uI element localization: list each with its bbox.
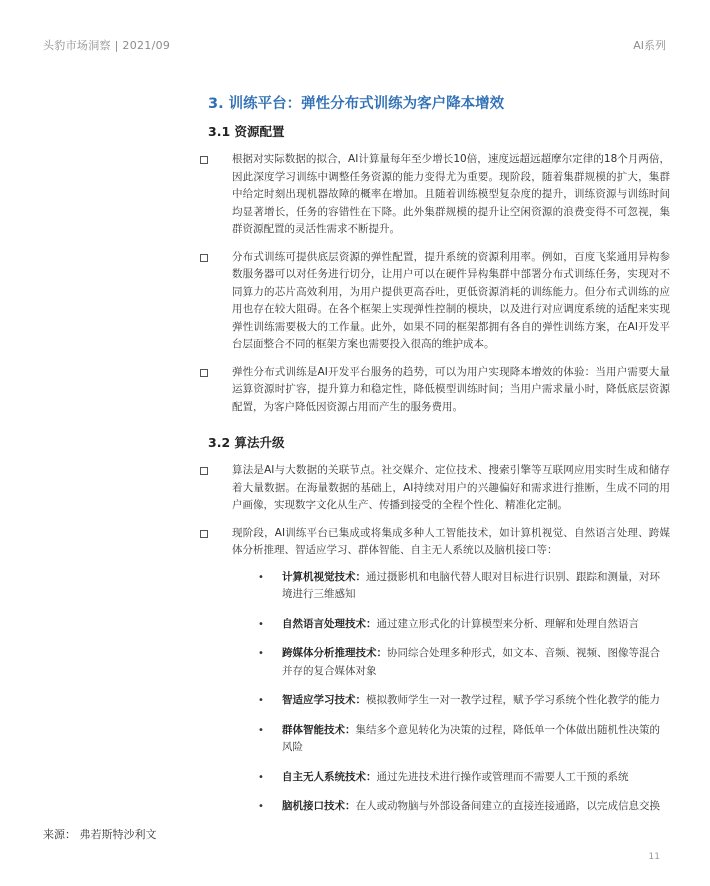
bullet-desc: 模拟教师学生一对一教学过程，赋予学习系统个性化教学的能力 xyxy=(366,694,660,706)
list-item xyxy=(258,769,670,787)
checkbox-square-icon xyxy=(200,525,224,560)
bullet-icon: • xyxy=(258,618,264,630)
paragraph-item xyxy=(208,249,670,354)
checkbox-square-icon xyxy=(200,249,224,354)
bullet-desc: 通过摄影机和电脑代替人眼对目标进行识别、跟踪和测量，对环境进行三维感知 xyxy=(282,570,660,600)
paragraph-text: 现阶段，AI训练平台已集成或将集成多种人工智能技术，如计算机视觉、自然语言处理、跨媒体分析推理、智适应学习、群体智能、自主无人系统以及脑机接口等： xyxy=(232,526,670,556)
bullet-desc: 在人或动物脑与外部设备间建立的直接连接通路，以完成信息交换 xyxy=(355,800,660,812)
bullet-desc: 集结多个意见转化为决策的过程，降低单一个体做出随机性决策的风险 xyxy=(282,723,660,753)
list-item xyxy=(258,692,670,710)
bullet-desc: 通过先进技术进行操作或管理而不需要人工干预的系统 xyxy=(376,770,629,783)
paragraph-text: 分布式训练可提供底层资源的弹性配置，提升系统的资源利用率。例如，百度飞桨通用异构参数服务器可以对任务进行切分，让用户可以在硬件异构集群中部署分布式训练任务，实现对不同算力的芯片高效利用，为用户提供更高吞吐，更低资源消耗的训练能力。但分布式训练的应用也存在较大阻碍。在各个框架上实现弹性控制的模块，以及进行对应调度系统的适配来实现弹性训练需要极大的工作量。此外，如果不同的框架都拥有各自的弹性训练方案，在AI开发平台层面整合不同的框架方案也需要投入很高的维护成本。 xyxy=(232,250,670,350)
bullet-icon: • xyxy=(258,648,264,659)
checkbox-square-icon xyxy=(200,364,224,417)
header-series: AI系列 xyxy=(633,39,666,52)
paragraph-text: 根据对实际数据的拟合，AI计算量每年至少增长10倍，速度远超远超摩尔定律的18个月两倍，因此深度学习训练中调整任务资源的能力变得尤为重要。现阶段，随着集群规模的扩大，集群中给定时刻出现机器故障的概率在增加。且随着训练模型复杂度的提升，训练资源与训练时间均显著增长，任务的容错性在下降。此外集群规模的提升让空闲资源的浪费变得不可忽视，集群资源配置的灵活性需求不断提升。 xyxy=(232,153,670,235)
bullet-term: 脑机接口技术： xyxy=(282,800,356,812)
subsection-title-algorithm: 3.2 算法升级 xyxy=(208,435,285,450)
main-content xyxy=(208,94,670,816)
paragraph-item xyxy=(208,525,670,560)
header-title: 头豹市场洞察 | 2021/09 xyxy=(43,39,171,52)
bullet-term: 自然语言处理技术： xyxy=(282,617,377,630)
list-item xyxy=(258,722,670,757)
section-title: 3. 训练平台：弹性分布式训练为客户降本增效 xyxy=(208,96,505,112)
list-item xyxy=(258,645,670,680)
bullet-term: 群体智能技术： xyxy=(282,723,356,736)
paragraph-text: 弹性分布式训练是AI开发平台服务的趋势，可以为用户实现降本增效的体验：当用户需要大量运算资源时扩容，提升算力和稳定性，降低模型训练时间；当用户需求量小时，降低底层资源配置，为客户降低因资源占用而产生的服务费用。 xyxy=(232,365,670,413)
paragraph-text: 算法是AI与大数据的关联节点。社交媒介、定位技术、搜索引擎等互联网应用实时生成和储存着大量数据。在海量数据的基础上，AI持续对用户的兴趣偏好和需求进行推断，生成不同的用户画像，实现数字文化从生产、传播到接受的全程个性化、精准化定制。 xyxy=(232,464,670,511)
bullet-term: 智适应学习技术： xyxy=(282,694,366,706)
bullet-icon: • xyxy=(258,724,264,736)
list-item xyxy=(258,798,670,816)
bullet-desc: 通过建立形式化的计算模型来分析、理解和处理自然语言 xyxy=(376,617,639,630)
bullet-desc: 协同综合处理多种形式，如文本、音频、视频、图像等混合并存的复合媒体对象 xyxy=(282,647,660,677)
subsection-title-resource: 3.1 资源配置 xyxy=(208,124,285,139)
checkbox-square-icon xyxy=(200,462,224,515)
checkbox-square-icon xyxy=(200,151,224,239)
bullet-icon: • xyxy=(258,801,264,812)
page-number: 11 xyxy=(648,852,660,862)
bullet-term: 计算机视觉技术： xyxy=(282,570,366,583)
bullet-icon: • xyxy=(258,771,264,783)
paragraph-item xyxy=(208,364,670,417)
paragraph-item xyxy=(208,151,670,239)
source-note: 来源： 弗若斯特沙利文 xyxy=(43,828,157,841)
bullet-icon: • xyxy=(258,571,264,583)
list-item xyxy=(258,569,670,604)
bullet-term: 跨媒体分析推理技术： xyxy=(282,647,387,659)
bullet-icon: • xyxy=(258,695,264,706)
list-item xyxy=(258,616,670,634)
paragraph-item xyxy=(208,462,670,515)
bullet-term: 自主无人系统技术： xyxy=(282,770,377,783)
